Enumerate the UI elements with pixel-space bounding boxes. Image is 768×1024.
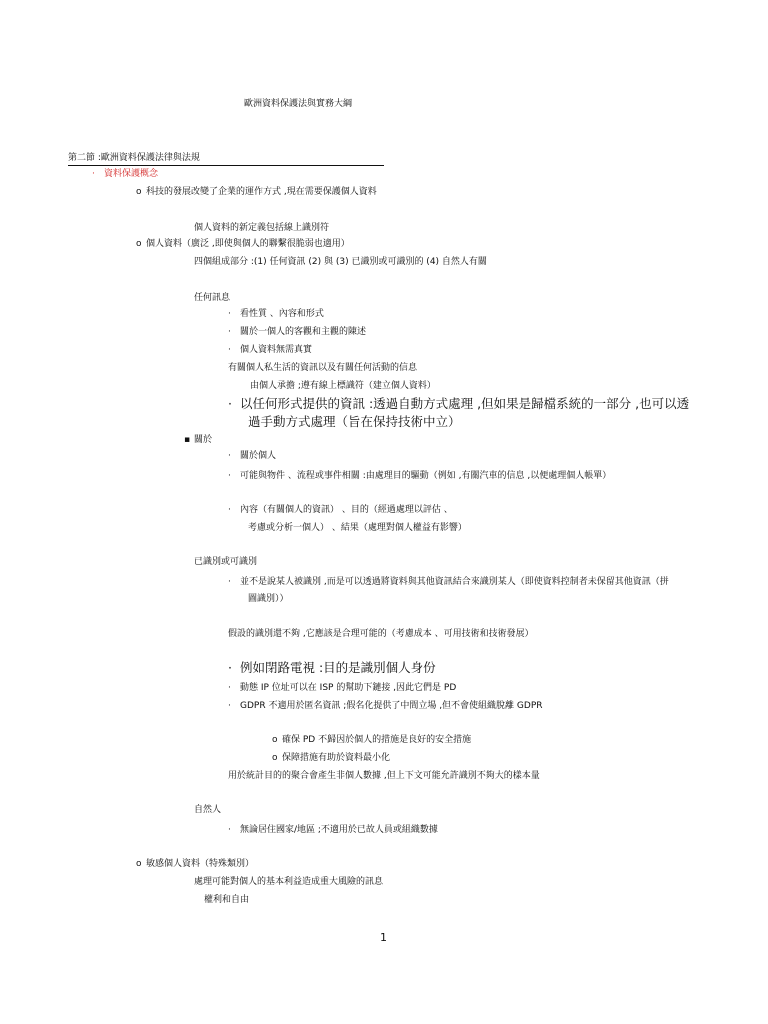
outline-line: 任何訊息 xyxy=(194,293,231,303)
bullet-circle: o xyxy=(136,187,142,197)
outline-line: 用於統計目的的聚合會產生非個人數據 ,但上下文可能允許識別不夠大的樣本量 xyxy=(228,771,540,781)
line-text: 內容（有關個人的資訊） 、目的（經過處理以評估 、 xyxy=(240,505,453,515)
line-text: 個人資料（廣泛 ,即使與個人的聯繫很脆弱也適用） xyxy=(146,239,350,249)
outline-line: 自然人 xyxy=(194,805,222,815)
outline-line: 處理可能對個人的基本利益造成重大風險的訊息 xyxy=(194,877,384,887)
line-text: 關於 xyxy=(194,435,213,445)
outline-line xyxy=(272,752,390,764)
outline-line xyxy=(228,576,669,588)
bullet-dot: · xyxy=(92,169,95,179)
bullet-circle: o xyxy=(272,735,278,745)
line-text: 敏感個人資料（特殊類別） xyxy=(146,859,255,869)
outline-line xyxy=(228,504,453,516)
line-text: 保障措施有助於資料最小化 xyxy=(282,753,391,763)
line-text: 關於個人 xyxy=(240,451,277,461)
line-text: 無論居住國家/地區 ;不適用於已故人員或組織數據 xyxy=(240,825,438,835)
outline-line: 圖識別）） xyxy=(248,594,289,604)
line-text: 看性質 、內容和形式 xyxy=(240,309,324,319)
section-heading: 第二節 :歐洲資料保護法律與法規 xyxy=(68,152,384,166)
bullet-circle: o xyxy=(136,239,142,249)
bullet-dot: · xyxy=(228,396,232,411)
bullet-dot: · xyxy=(228,701,231,711)
bullet-circle: o xyxy=(272,753,278,763)
bullet-dot: · xyxy=(228,505,231,515)
outline-line: 由個人承擔 ;遵有線上標識符（建立個人資料） xyxy=(250,381,436,391)
line-text: 個人資料無需真實 xyxy=(240,345,313,355)
line-text: GDPR 不適用於匿名資訊 ;假名化提供了中間立場 ,但不會使組織脫離 GDPR xyxy=(240,701,543,711)
outline-line xyxy=(136,186,377,198)
outline-line xyxy=(228,308,324,320)
bullet-dot: · xyxy=(228,825,231,835)
outline-line: 權利和自由 xyxy=(204,895,250,905)
outline-line xyxy=(228,682,456,694)
outline-line: 四個組成部分 :(1) 任何資訊 (2) 與 (3) 已識別或可識別的 (4) 自然人有關 xyxy=(194,257,487,267)
bullet-dot: · xyxy=(228,345,231,355)
topic-line xyxy=(92,168,158,180)
outline-line xyxy=(228,396,689,412)
line-text: 關於一個人的客觀和主觀的陳述 xyxy=(240,327,367,337)
outline-line xyxy=(228,824,438,836)
outline-line xyxy=(136,238,350,250)
outline-line xyxy=(228,470,611,482)
line-text: 可能與物件 、流程或事件相關 :由處理目的驅動（例如 ,有關汽車的信息 ,以便處理個人帳單） xyxy=(240,471,612,481)
bullet-dot: · xyxy=(228,471,231,481)
line-text: 以任何形式提供的資訊 :透過自動方式處理 ,但如果是歸檔系統的一部分 ,也可以透 xyxy=(240,396,690,411)
bullet-dot: · xyxy=(228,309,231,319)
outline-line xyxy=(272,734,471,746)
line-text: 例如閉路電視 :目的是識別個人身份 xyxy=(240,660,436,675)
doc-title: 歐洲資料保護法與實務大綱 xyxy=(244,99,353,109)
outline-line xyxy=(136,858,254,870)
bullet-dot: · xyxy=(228,660,232,675)
bullet-dot: · xyxy=(228,577,231,587)
outline-line xyxy=(184,434,212,446)
outline-line xyxy=(228,344,312,356)
outline-line: 假設的識別還不夠 ,它應該是合理可能的（考慮成本 、可用技術和技術發展） xyxy=(228,629,534,639)
topic-heading: 資料保護概念 xyxy=(104,169,159,179)
line-text: 確保 PD 不歸因於個人的措施是良好的安全措施 xyxy=(282,735,472,745)
line-text: 並不是說某人被識別 ,而是可以透過將資料與其他資訊結合來識別某人（即使資料控制者未保留其他資訊（拼 xyxy=(240,577,669,587)
bullet-dot: · xyxy=(228,683,231,693)
line-text: 科技的發展改變了企業的運作方式 ,現在需要保護個人資料 xyxy=(146,187,377,197)
outline-line xyxy=(228,700,543,712)
line-text: 動態 IP 位址可以在 ISP 的幫助下鏈接 ,因此它們是 PD xyxy=(240,683,457,693)
bullet-dot: · xyxy=(228,327,231,337)
outline-line: 已識別或可識別 xyxy=(194,557,258,567)
bullet-circle: o xyxy=(136,859,142,869)
outline-line xyxy=(228,450,276,462)
outline-line: 考慮或分析一個人） 、結果（處理對個人權益有影響） xyxy=(248,523,467,533)
outline-line: 個人資料的新定義包括線上識別符 xyxy=(194,223,330,233)
page-number: 1 xyxy=(380,931,387,944)
outline-line: 有關個人私生活的資訊以及有關任何活動的信息 xyxy=(228,363,418,373)
bullet-square: ▪ xyxy=(184,435,191,445)
outline-line xyxy=(228,326,366,338)
outline-line: 過手動方式處理（旨在保持技術中立） xyxy=(248,414,461,429)
bullet-dot: · xyxy=(228,451,231,461)
outline-line xyxy=(228,660,436,676)
